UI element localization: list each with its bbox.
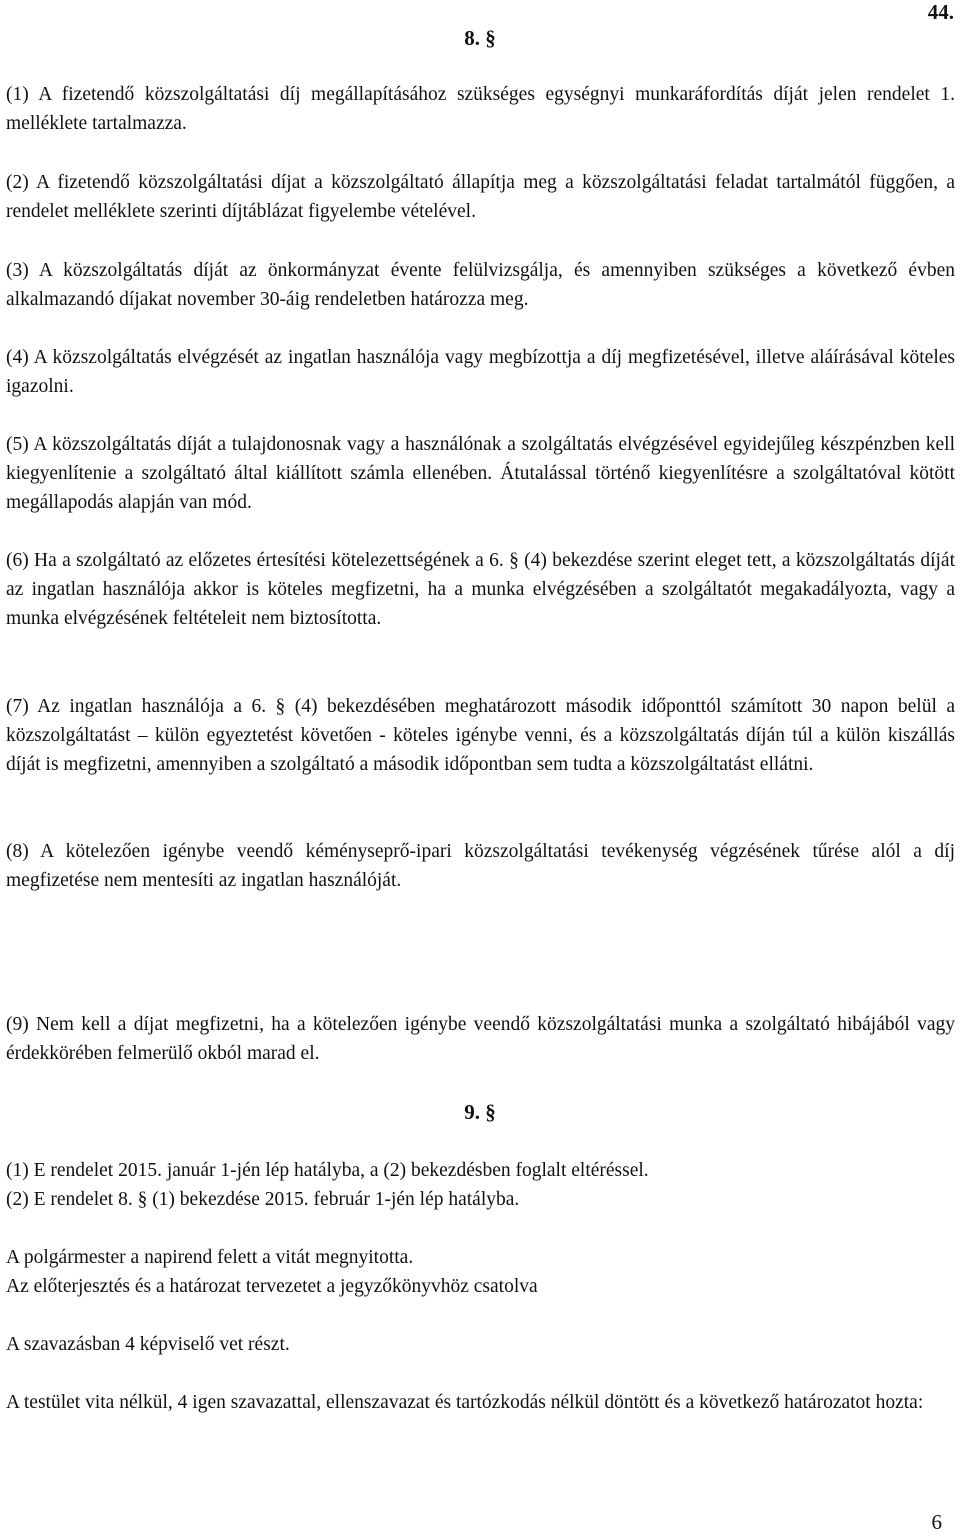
section-8-paragraph-6: (6) Ha a szolgáltató az előzetes értesítési kötelezettségének a 6. § (4) bekezdése szerint eleget tett, a közszolgáltatás díját az ingatlan használója akkor is köteles megfizetni, ha a munka elvégzésében a szolgáltatót megakadályozta, vagy a munka elvégzésének feltételeit nem biztosította. xyxy=(6,550,955,629)
section-8-paragraph-8: (8) A kötelezően igénybe veendő kéményseprő-ipari közszolgáltatási tevékenység végzésének tűrése alól a díj megfizetése nem mentesíti az ingatlan használóját. xyxy=(6,841,955,891)
minutes-line-1: A polgármester a napirend felett a vitát megnyitotta. xyxy=(6,1247,414,1268)
page-top-number: 44. xyxy=(927,0,954,24)
minutes-voting: A szavazásban 4 képviselő vet részt. xyxy=(6,1334,290,1355)
section-9-line-2: (2) E rendelet 8. § (1) bekezdése 2015. február 1-jén lép hatályba. xyxy=(6,1189,520,1210)
section-9-heading: 9. § xyxy=(464,1100,496,1124)
minutes-decision: A testület vita nélkül, 4 igen szavazattal, ellenszavazat és tartózkodás nélkül döntött és a következő határozatot hozta: xyxy=(6,1392,924,1413)
section-8-paragraph-9: (9) Nem kell a díjat megfizetni, ha a kötelezően igénybe veendő közszolgáltatási munka a szolgáltató hibájából vagy érdekkörében felmerülő okból marad el. xyxy=(6,1014,955,1064)
section-8-paragraph-4: (4) A közszolgáltatás elvégzését az ingatlan használója vagy megbízottja a díj megfizetésével, illetve aláírásával köteles igazolni. xyxy=(6,347,955,397)
section-9-line-1: (1) E rendelet 2015. január 1-jén lép hatályba, a (2) bekezdésben foglalt eltéréssel. xyxy=(6,1160,649,1181)
section-8-paragraph-3: (3) A közszolgáltatás díját az önkormányzat évente felülvizsgálja, és amennyiben szükséges a következő évben alkalmazandó díjakat november 30-áig rendeletben határozza meg. xyxy=(6,260,955,310)
section-8-paragraph-7: (7) Az ingatlan használója a 6. § (4) bekezdésében meghatározott második időponttól számított 30 napon belül a közszolgáltatást – külön egyeztetést követően - köteles igénybe venni, és a közszolgáltatás díján túl a külön kiszállás díját is megfizetni, amennyiben a szolgáltató a második időpontban sem tudta a közszolgáltatást ellátni. xyxy=(6,696,955,775)
section-8-paragraph-2: (2) A fizetendő közszolgáltatási díjat a közszolgáltató állapítja meg a közszolgáltatási feladat tartalmától függően, a rendelet melléklete szerinti díjtáblázat figyelembe vételével. xyxy=(6,172,955,222)
section-8-paragraph-5: (5) A közszolgáltatás díját a tulajdonosnak vagy a használónak a szolgáltatás elvégzésével egyidejűleg készpénzben kell kiegyenlítenie a szolgáltató által kiállított számla ellenében. Átutalással történő kiegyenlítésre a szolgáltatóval kötött megállapodás alapján van mód. xyxy=(6,434,955,513)
section-8-paragraph-1: (1) A fizetendő közszolgáltatási díj megállapításához szükséges egységnyi munkaráfordítás díját jelen rendelet 1. melléklete tartalmazza. xyxy=(6,84,955,134)
page-bottom-number: 6 xyxy=(931,1510,942,1534)
section-8-heading: 8. § xyxy=(464,26,496,50)
minutes-line-2: Az előterjesztés és a határozat tervezetet a jegyzőkönyvhöz csatolva xyxy=(6,1276,538,1297)
